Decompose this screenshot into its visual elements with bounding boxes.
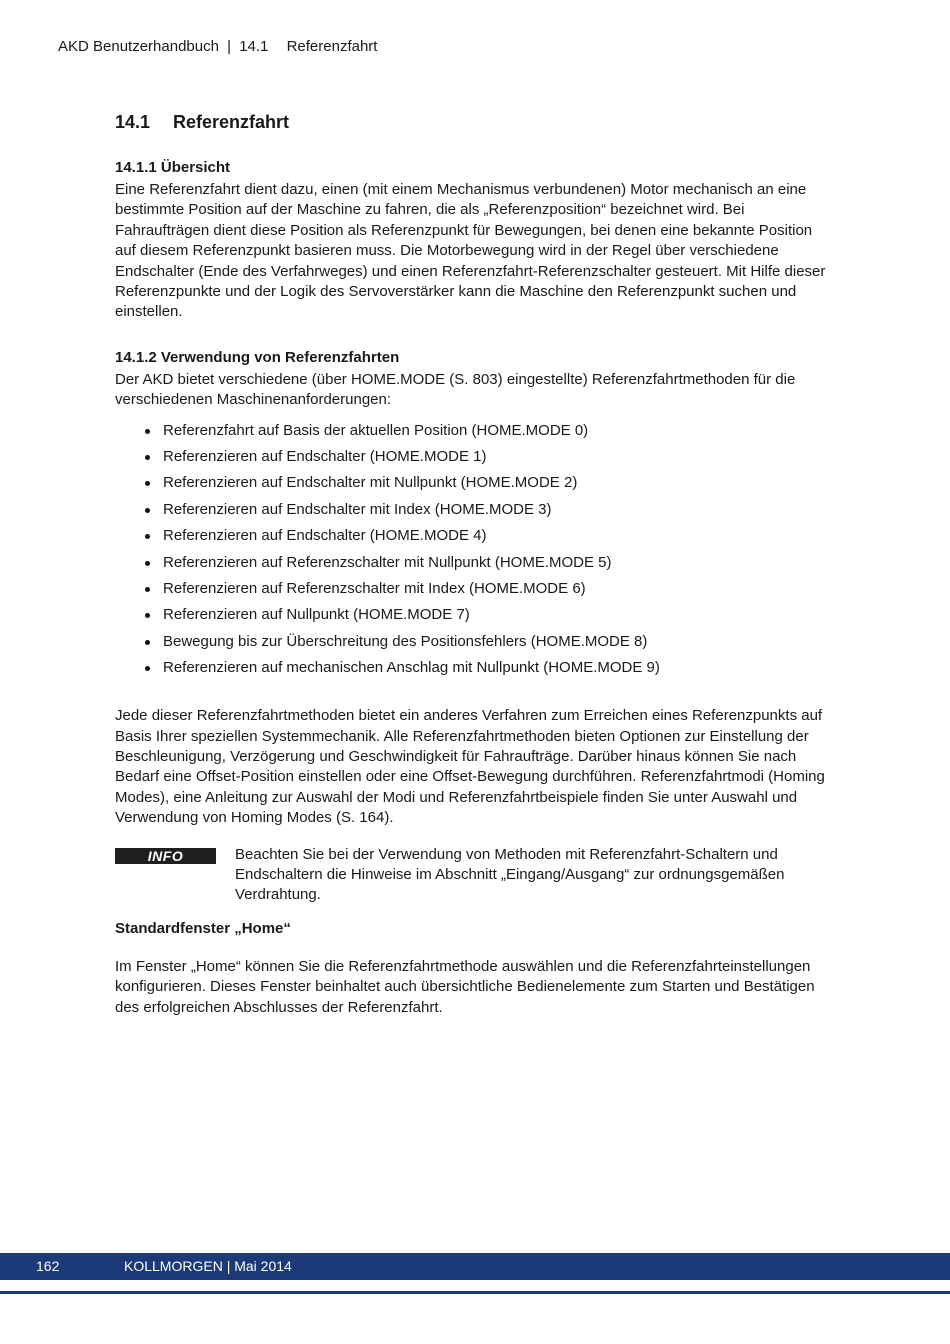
header-book-title: AKD Benutzerhandbuch — [58, 38, 219, 55]
list-item: Referenzieren auf mechanischen Anschlag mit Nullpunkt (HOME.MODE 9) — [115, 658, 837, 678]
section-title: Referenzfahrt — [173, 112, 290, 132]
footer-company-date: KOLLMORGEN | Mai 2014 — [124, 1258, 292, 1274]
usage-closing-text: Jede dieser Referenzfahrtmethoden bietet ein anderes Verfahren zum Erreichen eines Referenzpunkts auf Basis Ihrer speziellen Systemmechanik. Alle Referenzfahrtmethoden bieten Optionen zur Einstellung der Beschleunigung, Verzögerung und Geschwindigkeit für Fahraufträge. Darüber hinaus können Sie nach Bedarf eine Offset-Position einstellen oder eine Offset-Bewegung durchführen. Referenzfahrtmodi (Homing Modes), eine Anleitung zur Auswahl der Modi und Referenzfahrtbeispiele finden Sie unter Auswahl und Verwendung von Homing Modes (S. 164). — [115, 707, 825, 827]
header-separator: | — [227, 38, 232, 55]
overview-text: Eine Referenzfahrt dient dazu, einen (mit einem Mechanismus verbundenen) Motor mechanisch an eine bestimmte Position auf der Maschine zu fahren, die als „Referenzposition“ bezeichnet wird. Bei Fahraufträgen dient diese Position als Referenzpunkt für Bewegungen, bei denen eine bekannte Position auf diesem Referenzpunkt basieren muss. Die Motorbewegung wird in der Regel über verschiedene Endschalter (Ende des Verfahrweges) und einen Referenzfahrt-Referenzschalter gesteuert. Mit Hilfe dieser Referenzpunkte und der Logik des Servoverstärker kann die Maschine den Referenzpunkt suchen und einstellen. — [115, 181, 826, 321]
footer-bar — [0, 1253, 950, 1280]
footer-divider — [0, 1291, 950, 1294]
list-item: Referenzfahrt auf Basis der aktuellen Position (HOME.MODE 0) — [115, 421, 837, 441]
list-item: Referenzieren auf Referenzschalter mit Nullpunkt (HOME.MODE 5) — [115, 553, 837, 573]
list-item: Referenzieren auf Endschalter (HOME.MODE 1) — [115, 447, 837, 467]
list-item: Referenzieren auf Endschalter mit Index (HOME.MODE 3) — [115, 500, 837, 520]
section-number: 14.1 — [115, 112, 151, 132]
home-window-heading: Standardfenster „Home“ — [115, 919, 291, 937]
section-heading — [115, 112, 837, 133]
list-item: Referenzieren auf Referenzschalter mit Index (HOME.MODE 6) — [115, 579, 837, 599]
page-header — [58, 38, 377, 55]
list-item: Bewegung bis zur Überschreitung des Positionsfehlers (HOME.MODE 8) — [115, 632, 837, 652]
list-item: Referenzieren auf Endschalter (HOME.MODE 4) — [115, 526, 837, 546]
header-section-number: 14.1 — [239, 38, 269, 55]
list-item: Referenzieren auf Endschalter mit Nullpunkt (HOME.MODE 2) — [115, 473, 837, 493]
info-note — [115, 845, 837, 906]
page-content — [115, 112, 837, 1018]
info-badge: INFO — [115, 848, 216, 864]
home-window-text: Im Fenster „Home“ können Sie die Referenzfahrtmethode auswählen und die Referenzfahrteinstellungen konfigurieren. Dieses Fenster beinhaltet auch übersichtliche Bedienelemente zum Starten und Bestätigen des erfolgreichen Abschlusses der Referenzfahrt. — [115, 957, 815, 1016]
usage-intro: Der AKD bietet verschiedene (über HOME.MODE (S. 803) eingestellte) Referenzfahrtmethoden für die verschiedenen Maschinenanforderungen: — [115, 370, 796, 409]
info-text: Beachten Sie bei der Verwendung von Methoden mit Referenzfahrt-Schaltern und Endschaltern die Hinweise im Abschnitt „Eingang/Ausgang“ zur ordnungsgemäßen Verdrahtung. — [235, 845, 785, 904]
list-item: Referenzieren auf Nullpunkt (HOME.MODE 7) — [115, 605, 837, 625]
overview-heading: 14.1.1 Übersicht — [115, 159, 231, 176]
usage-heading: 14.1.2 Verwendung von Referenzfahrten — [115, 348, 400, 366]
header-section-title: Referenzfahrt — [286, 38, 378, 55]
home-mode-list — [115, 421, 837, 679]
page-number: 162 — [36, 1258, 60, 1274]
